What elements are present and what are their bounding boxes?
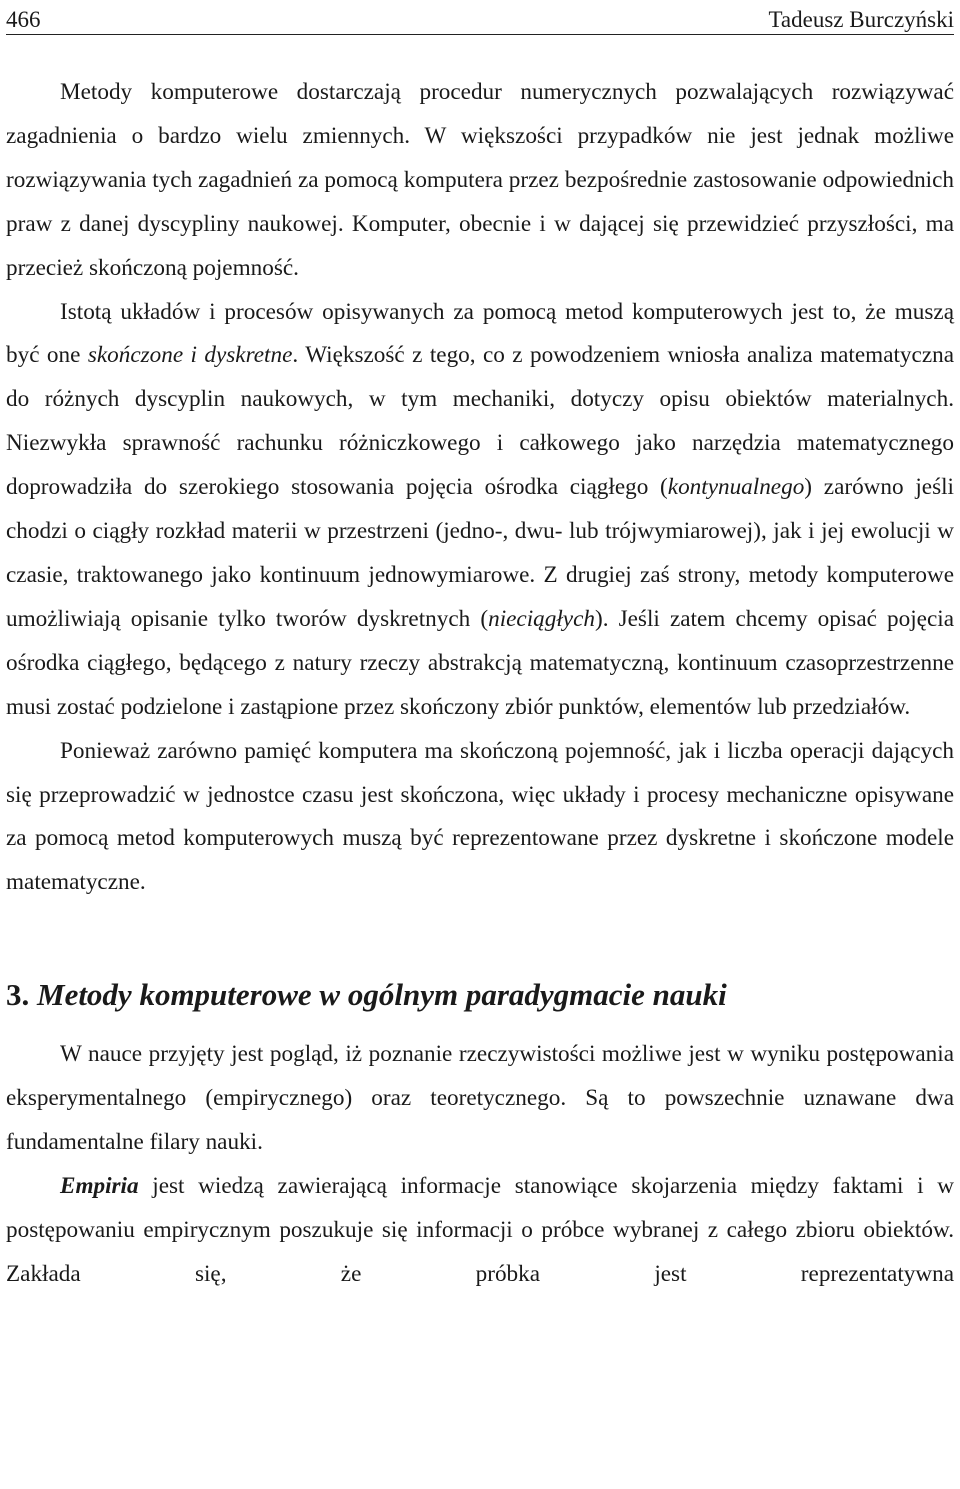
section-title: Metody komputerowe w ogólnym paradygmacie nauki (37, 977, 727, 1013)
running-author: Tadeusz Burczyński (768, 7, 954, 32)
document-page (6, 0, 954, 1297)
paragraph-2-text-a: Istotą układów i procesów opisywanych za pomocą metod komputerowych jest to, że muszą być one (6, 298, 954, 369)
page-number: 466 (6, 7, 41, 32)
section-number: 3. (6, 977, 30, 1013)
paragraph-2-text-b: . Większość z tego, co z powodzeniem wniosła analiza matematyczna do różnych dyscyplin naukowych, w tym mechaniki, dotyczy opisu obiektów materialnych. Niezwykła sprawność rachunku różniczkowego i całkowego jako narzędzia matematycznego doprowadziła do szerokiego stosowania pojęcia ośrodka ciągłego ( (6, 342, 954, 501)
emphasis-nieciaglych: nieciągłych (488, 605, 595, 632)
body-text (6, 71, 954, 1297)
emphasis-skonczone-dyskretne: skończone i dyskretne (87, 342, 293, 369)
paragraph-5-text: jest wiedzą zawierającą informacje stanowiące skojarzenia między faktami i w postępowaniu empirycznym poszukuje się informacji o próbce wybranej z całego zbioru obiektów. Zakłada się, że próbka jest reprezentatywna (6, 1172, 954, 1287)
paragraph-2-text-c: ) zarówno jeśli chodzi o ciągły rozkład materii w przestrzeni (jedno-, dwu- lub trójwymiarowej), jak i jej ewolucji w czasie, traktowanego jako kontinuum jednowymiarowe. Z drugiej zaś strony, metody komputerowe umożliwiają opisanie tylko tworów dyskretnych ( (6, 474, 955, 632)
section-heading (6, 975, 954, 1015)
paragraph-2 (6, 291, 954, 730)
paragraph-4: W nauce przyjęty jest pogląd, iż poznanie rzeczywistości możliwe jest w wyniku postępowania eksperymentalnego (empirycznego) oraz teoretycznego. Są to powszechnie uznawane dwa fundamentalne filary nauki. (6, 1041, 954, 1156)
paragraph-1: Metody komputerowe dostarczają procedur numerycznych pozwalających rozwiązywać zagadnienia o bardzo wielu zmiennych. W większości przypadków nie jest jednak możliwe rozwiązywania tych zagadnień za pomocą komputera przez bezpośrednie zastosowanie odpowiednich praw z danej dyscypliny naukowej. Komputer, obecnie i w dającej się przewidzieć przyszłości, ma przecież skończoną pojemność. (6, 79, 954, 281)
term-empiria: Empiria (60, 1172, 139, 1199)
paragraph-3: Ponieważ zarówno pamięć komputera ma skończoną pojemność, jak i liczba operacji dających się przeprowadzić w jednostce czasu jest skończona, więc układy i procesy mechaniczne opisywane za pomocą metod komputerowych muszą być reprezentowane przez dyskretne i skończone modele matematyczne. (6, 737, 954, 896)
section-spacer (6, 905, 954, 975)
paragraph-2-text-d: ). Jeśli zatem chcemy opisać pojęcia ośrodka ciągłego, będącego z natury rzeczy abstrakcją matematyczną, kontinuum czasoprzestrzenne musi zostać podzielone i zastąpione przez skończony zbiór punktów, elementów lub przedziałów. (6, 605, 954, 720)
running-header (6, 0, 954, 35)
paragraph-5 (6, 1165, 954, 1297)
emphasis-kontynualnego: kontynualnego (667, 474, 805, 501)
